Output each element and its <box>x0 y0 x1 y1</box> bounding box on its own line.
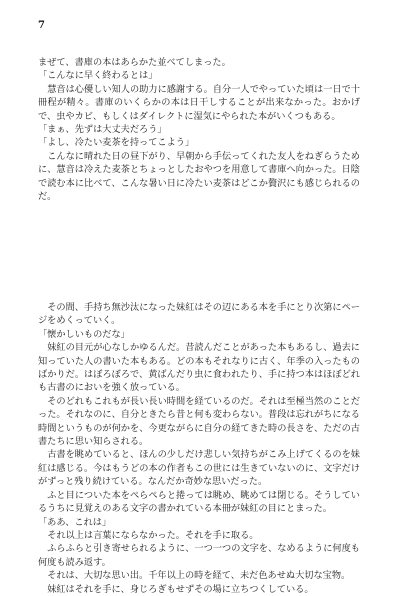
paragraph: ふと目についた本をぺらぺらと捲っては眺め、眺めては閉じる。そうしているうちに見覚えのある文字の書かれている本冊が妹紅の目にとまった。 <box>38 489 360 515</box>
paragraph: 妹紅はそれを手に、身じろぎもせずその場に立ちつくしている。 <box>47 583 314 595</box>
paragraph: 妹紅の目元が心なしかゆるんだ。昔読んだことがあった本もあるし、過去に知っていた人の書いた本もある。どの本もそれなりに古く、年季の入ったものばかりだ。はぼろぼろで、黄ばんだり虫に食われたり、手に持つ本はほぼどれも古書のにおいを強く放っている。 <box>38 342 360 394</box>
dialogue-line: 「懐かしいものだな」 <box>38 328 130 340</box>
dialogue-line: 「こんなに早く終わるとは」 <box>38 70 158 82</box>
paragraph: こんなに晴れた日の昼下がり、早朝から手伝ってくれた友人をねぎらうために、慧音は冷えた麦茶とちょっとしたおやつを用意して書庫へ向かった。日陰で読む本に比べて、こんな暑い日に冷たい麦茶はどこか贅沢にも感じられるのだ。 <box>38 150 360 203</box>
text-column-bottom <box>38 301 360 596</box>
dialogue-line: 「ああ、これは」 <box>38 516 112 528</box>
paragraph: 慧音は心優しい知人の助力に感謝する。自分一人でやっていた頃は一日で十冊程が精々。書庫のいくらかの本は日干しすることが出来なかった。おかげで、虫やカビ、もしくはダイレクトに湿気にやられた本がいくつもある。 <box>38 83 360 122</box>
paragraph: それは、大切な思い出。千年以上の時を経て、未だ色あせぬ大切な宝物。 <box>47 570 351 582</box>
page-number: 7 <box>38 20 45 31</box>
text-column-top <box>38 56 360 203</box>
paragraph: その間、手持ち無沙汰になった妹紅はその辺にある本を手にとり次第にページをめくっていく。 <box>38 302 360 327</box>
paragraph: ふらふらと引き寄せられるように、一つ一つの文字を、なめるように何度も何度も読み返す。 <box>38 543 360 568</box>
paragraph: そのどれもこれもが長い長い時間を経ているのだ。それは至極当然のことだった。それなのに、自分ときたら昔と何も変わらない。普段は忘れがちになる時間というものが何かを、今更ながらに自分の経てきた時の長さを、ただの古書たちに思い知らされる。 <box>38 395 360 448</box>
paragraph: それ以上は言葉にならなかった。それを手に取る。 <box>47 529 259 541</box>
paragraph: 古書を眺めていると、ほんの少しだけ悲しい気持ちがこみ上げてくるのを妹紅は感じる。今はもうどの本の作者もこの世には生きていないのに、文字だけがずっと残り続けている。なんだか奇妙な思いだった。 <box>38 449 360 488</box>
dialogue-line: 「まぁ、先ずは大丈夫だろう」 <box>38 124 167 136</box>
paragraph: まぜて、書庫の本はあらかた並べてしまった。 <box>38 57 231 68</box>
dialogue-line: 「よし、冷たい麦茶を持ってこよう」 <box>38 137 195 149</box>
